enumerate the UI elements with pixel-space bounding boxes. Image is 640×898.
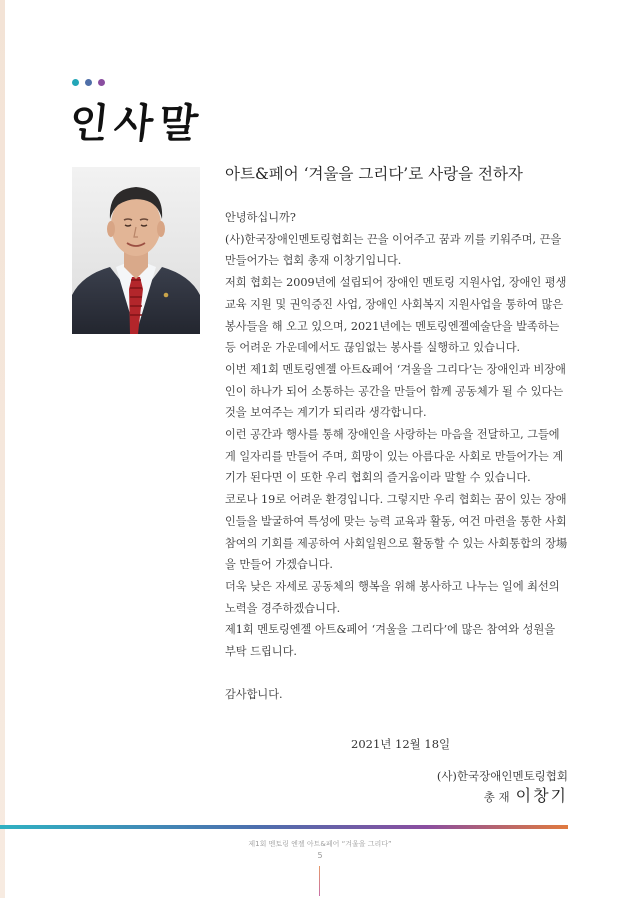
message-paragraph: 이번 제1회 멘토링엔젤 아트&페어 ‘겨울을 그리다’는 장애인과 비장애인이 하나가 되어 소통하는 공간을 만들어 함께 공동체가 될 수 있다는 것을 보여주는 계기가 되리라 생각합니다. [225,362,566,420]
signer-name: 이창기 [515,786,568,805]
message-paragraph: 저희 협회는 2009년에 설립되어 장애인 멘토링 지원사업, 장애인 평생교육 지원 및 권익증진 사업, 장애인 사회복지 지원사업을 통하여 많은 봉사들을 해 오고 있으며, 2021년에는 멘토링엔젤예술단을 발족하는 등 어려운 가운데에서도 끊임없는 봉사를 실행하고 있습니다. [225,276,567,355]
president-portrait-photo [72,167,200,334]
message-paragraph: 코로나 19로 어려운 환경입니다. 그렇지만 우리 협회는 꿈이 있는 장애인들을 발굴하여 특성에 맞는 능력 교육과 활동, 여건 마련을 통한 사회 참여의 기회를 제공하여 사회일원으로 활동할 수 있는 사회통합의 장場을 만들어 가겠습니다. [225,493,568,572]
signer-role: 총 재 [483,790,510,804]
message-paragraph: 이런 공간과 행사를 통해 장애인을 사랑하는 마음을 전달하고, 그들에게 일자리를 만들어 주며, 희망이 있는 아름다운 사회로 만들어가는 계기가 된다면 이 또한 우리 협회의 즐거움이라 말할 수 있습니다. [225,428,564,485]
message-paragraph: 더욱 낮은 자세로 공동체의 행복을 위해 봉사하고 나누는 일에 최선의 노력을 경주하겠습니다. [225,579,560,615]
message-date: 2021년 12월 18일 [351,737,451,751]
message-body [225,207,568,706]
page-title: 인사말 [67,101,206,147]
footer-caption: 제1회 멘토링 엔젤 아트&페어 “겨울을 그리다” [248,840,392,848]
signature-row [437,786,568,807]
portrait-photo-icon [72,167,200,334]
message-paragraph: (사)한국장애인멘토링협회는 끈을 이어주고 꿈과 끼를 키워주며, 끈을 만들어가는 협회 총재 이창기입니다. [225,232,562,268]
closing-line: 감사합니다. [225,688,283,702]
page-number: 5 [317,851,323,860]
organization-name: (사)한국장애인멘토링협회 [436,769,568,783]
teal-dot-icon [72,79,79,86]
purple-dot-icon [98,79,105,86]
footer-gradient-bar [0,825,568,829]
blue-dot-icon [85,79,92,86]
message-headline: 아트&페어 ‘겨울을 그리다’로 사랑을 전하자 [225,165,523,183]
decorative-dots [72,79,105,86]
paragraph-spacer [225,663,568,685]
greeting-line: 안녕하십니까? [225,211,296,224]
footer-vertical-line [319,866,320,896]
left-edge-strip [0,0,5,898]
message-paragraph: 제1회 멘토링엔젤 아트&페어 ‘겨울을 그리다’에 많은 참여와 성원을 부탁 드립니다. [225,623,556,659]
signature-block [437,766,568,807]
